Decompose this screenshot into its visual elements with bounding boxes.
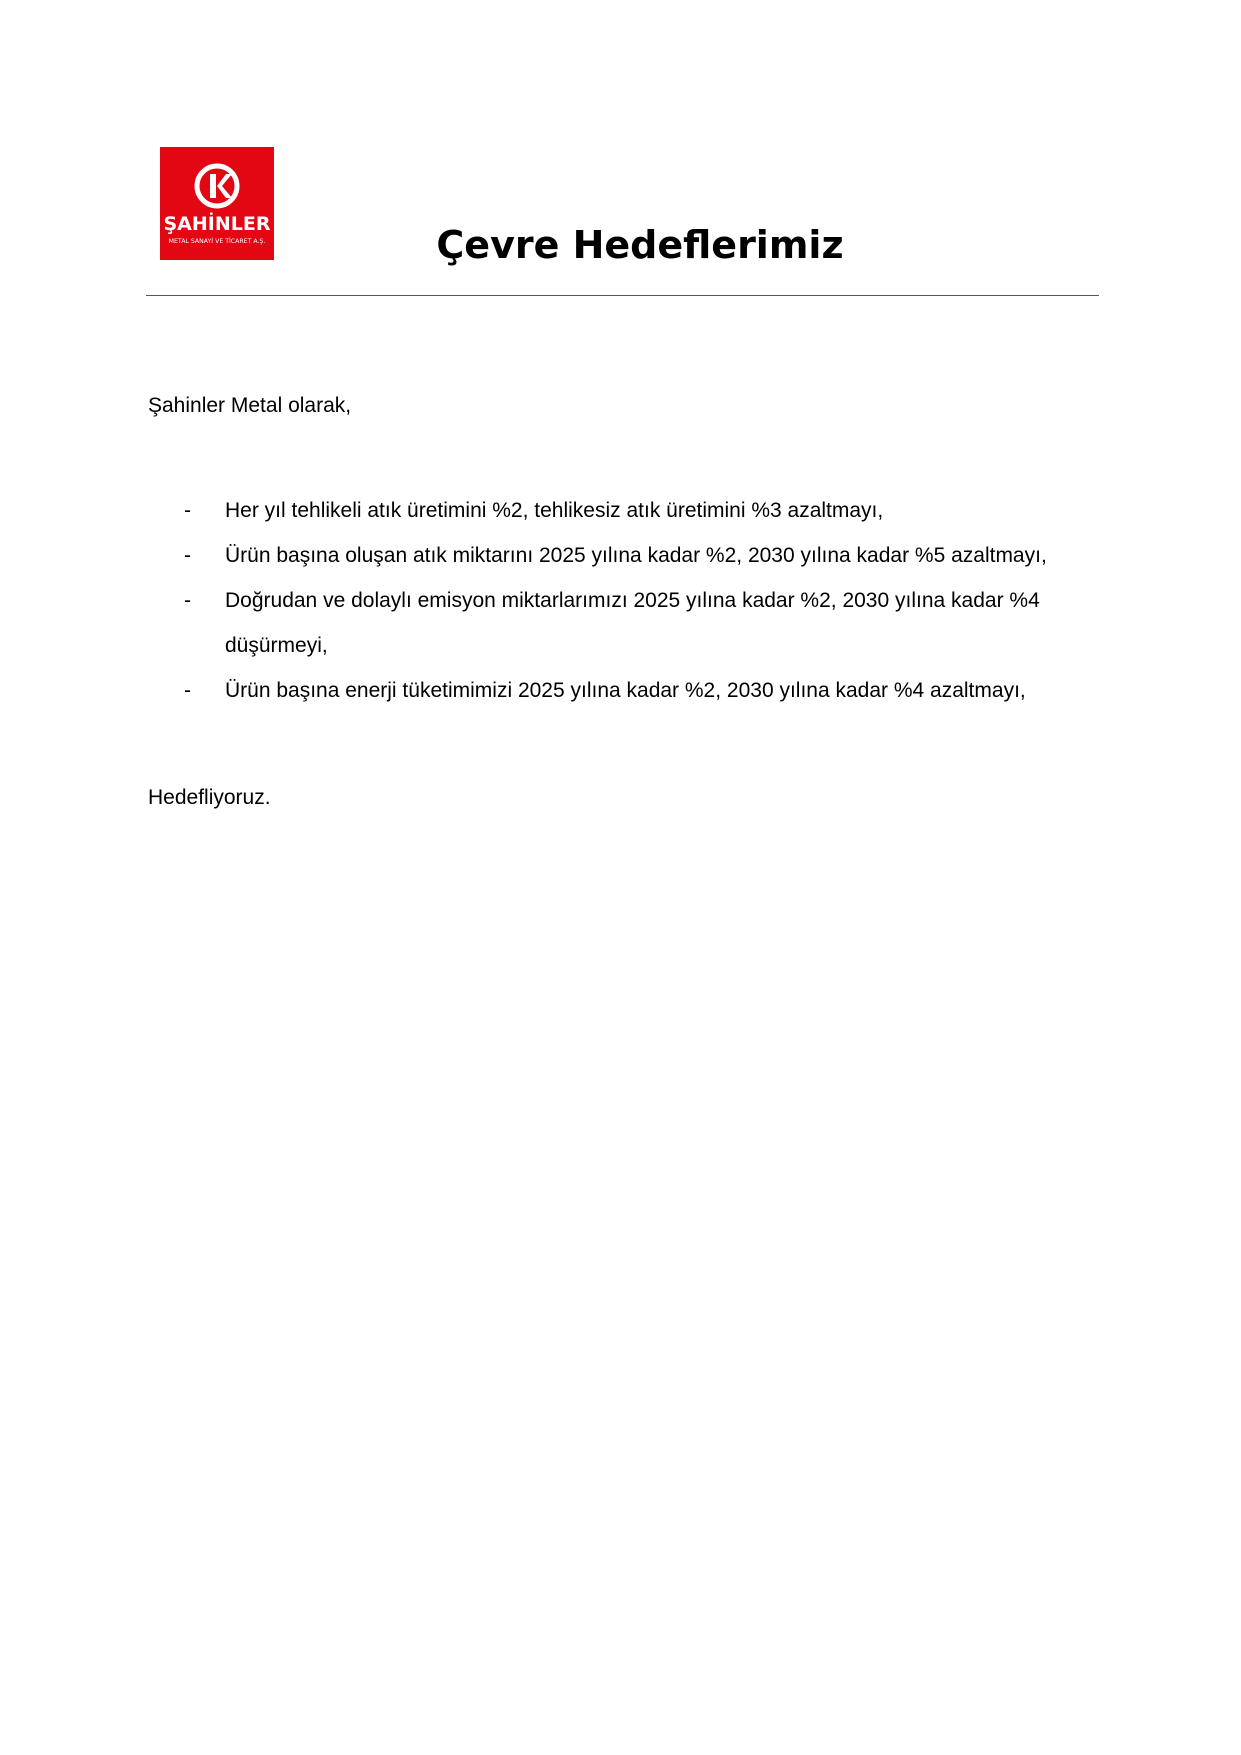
- intro-text: Şahinler Metal olarak,: [148, 394, 352, 417]
- closing-text: Hedefliyoruz.: [148, 786, 271, 809]
- list-dash: -: [184, 679, 191, 702]
- document-title: Çevre Hedeflerimiz: [436, 223, 844, 267]
- list-dash: -: [184, 544, 191, 567]
- goal-text: Ürün başına enerji tüketimimizi 2025 yılına kadar %2, 2030 yılına kadar %4 azaltmayı,: [225, 679, 1026, 702]
- goal-text: Doğrudan ve dolaylı emisyon miktarlarımızı 2025 yılına kadar %2, 2030 yılına kadar %4 düşürmeyi,: [225, 589, 1040, 657]
- goals-list: [148, 488, 1108, 713]
- title-divider: [146, 295, 1099, 296]
- list-dash: -: [184, 589, 191, 612]
- goal-text: Her yıl tehlikeli atık üretimini %2, tehlikesiz atık üretimini %3 azaltmayı,: [225, 499, 884, 522]
- goal-text: Ürün başına oluşan atık miktarını 2025 yılına kadar %2, 2030 yılına kadar %5 azaltmayı,: [225, 544, 1047, 567]
- goal-item: [148, 533, 1108, 578]
- logo-tagline-text: METAL SANAYİ VE TİCARET A.Ş.: [168, 238, 266, 245]
- goal-item: [148, 668, 1108, 713]
- logo-brand-text: ŞAHİNLER: [163, 213, 271, 235]
- goal-item: [148, 578, 1108, 668]
- goal-item: [148, 488, 1108, 533]
- list-dash: -: [184, 499, 191, 522]
